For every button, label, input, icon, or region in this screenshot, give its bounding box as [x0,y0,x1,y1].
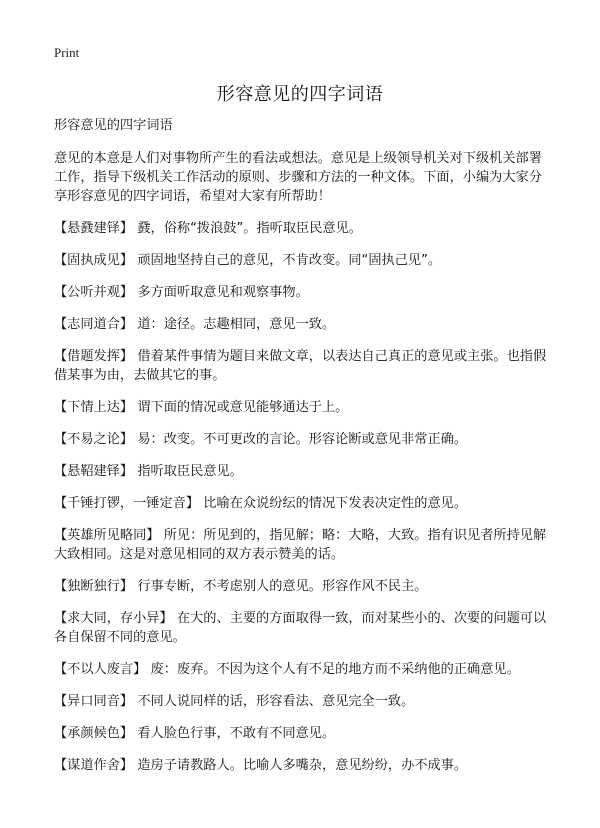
idiom-definition: 比喻在众说纷纭的情况下发表决定性的意见。 [203,496,468,511]
article-body [54,116,554,788]
idiom-definition: 在大的、主要的方面取得一致，而对某些小的、次要的问题可以各自保留不同的意见。 [54,611,547,645]
idiom-entry [54,756,554,775]
idiom-entry [54,526,554,564]
idiom-definition: 行事专断，不考虑别人的意见。形容作风不民主。 [137,579,428,594]
idiom-term: 【不以人废言】 [54,662,147,677]
idiom-definition: 造房子请教路人。比喻人多嘴杂，意见纷纷，办不成事。 [137,758,468,773]
idiom-entry [54,494,554,513]
idiom-definition: 易：改变。不可更改的言论。形容论断或意见非常正确。 [137,432,468,447]
idiom-definition: 顽固地坚持自己的意见，不肯改变。同“固执己见”。 [137,253,442,268]
idiom-definition: 指听取臣民意见。 [137,464,243,479]
idiom-term: 【悬鞀建铎】 [54,464,134,479]
idiom-definition: 多方面听取意见和观察事物。 [137,285,309,300]
idiom-term: 【悬鼗建铎】 [54,221,134,236]
idiom-entry [54,430,554,449]
idiom-entry [54,283,554,302]
idiom-term: 【借题发挥】 [54,349,134,364]
print-label: Print [54,45,80,60]
idiom-term: 【公听并观】 [54,285,134,300]
idiom-term: 【异口同音】 [54,694,134,709]
idiom-entry [54,692,554,711]
idiom-definition: 借着某件事情为题目来做文章，以表达自己真正的意见或主张。也指假借某事为由，去做其它的事。 [54,349,547,383]
idiom-entry [54,609,554,647]
idiom-entry [54,724,554,743]
idiom-term: 【志同道合】 [54,317,134,332]
idiom-definition: 看人脸色行事，不敢有不同意见。 [137,726,336,741]
article-subtitle: 形容意见的四字词语 [54,118,173,133]
idiom-term: 【求大同，存小异】 [54,611,173,626]
page-title: 形容意见的四字词语 [216,84,384,105]
idiom-term: 【谋道作舍】 [54,758,134,773]
idiom-definition: 谓下面的情况或意见能够通达于上。 [137,400,349,415]
idiom-term: 【固执成见】 [54,253,134,268]
idiom-term: 【不易之论】 [54,432,134,447]
idiom-entry [54,347,554,385]
idiom-term: 【承颜候色】 [54,726,134,741]
idiom-term: 【独断独行】 [54,579,134,594]
idiom-term: 【下情上达】 [54,400,134,415]
idiom-entry [54,462,554,481]
idiom-term: 【英雄所见略同】 [54,528,160,543]
idiom-entry [54,251,554,270]
idiom-entry [54,577,554,596]
idiom-entry [54,315,554,334]
idiom-entry [54,398,554,417]
idiom-term: 【千锤打锣，一锤定音】 [54,496,200,511]
idiom-definition: 废：废弃。不因为这个人有不足的地方而不采纳他的正确意见。 [150,662,520,677]
idiom-definition: 所见：所见到的，指见解；略：大略，大致。指有识见者所持见解大致相同。这是对意见相同的双方表示赞美的话。 [54,528,547,562]
idiom-entry [54,660,554,679]
intro-paragraph: 意见的本意是人们对事物所产生的看法或想法。意见是上级领导机关对下级机关部署工作，指导下级机关工作活动的原则、步骤和方法的一种文体。下面，小编为大家分享形容意见的四字词语，希望对大家有所帮助！ [54,151,542,204]
idiom-definition: 道：途径。志趣相同，意见一致。 [137,317,336,332]
idiom-definition: 不同人说同样的话，形容看法、意见完全一致。 [137,694,415,709]
idiom-entry [54,219,554,238]
idiom-definition: 鼗，俗称“拨浪鼓”。指听取臣民意见。 [137,221,362,236]
